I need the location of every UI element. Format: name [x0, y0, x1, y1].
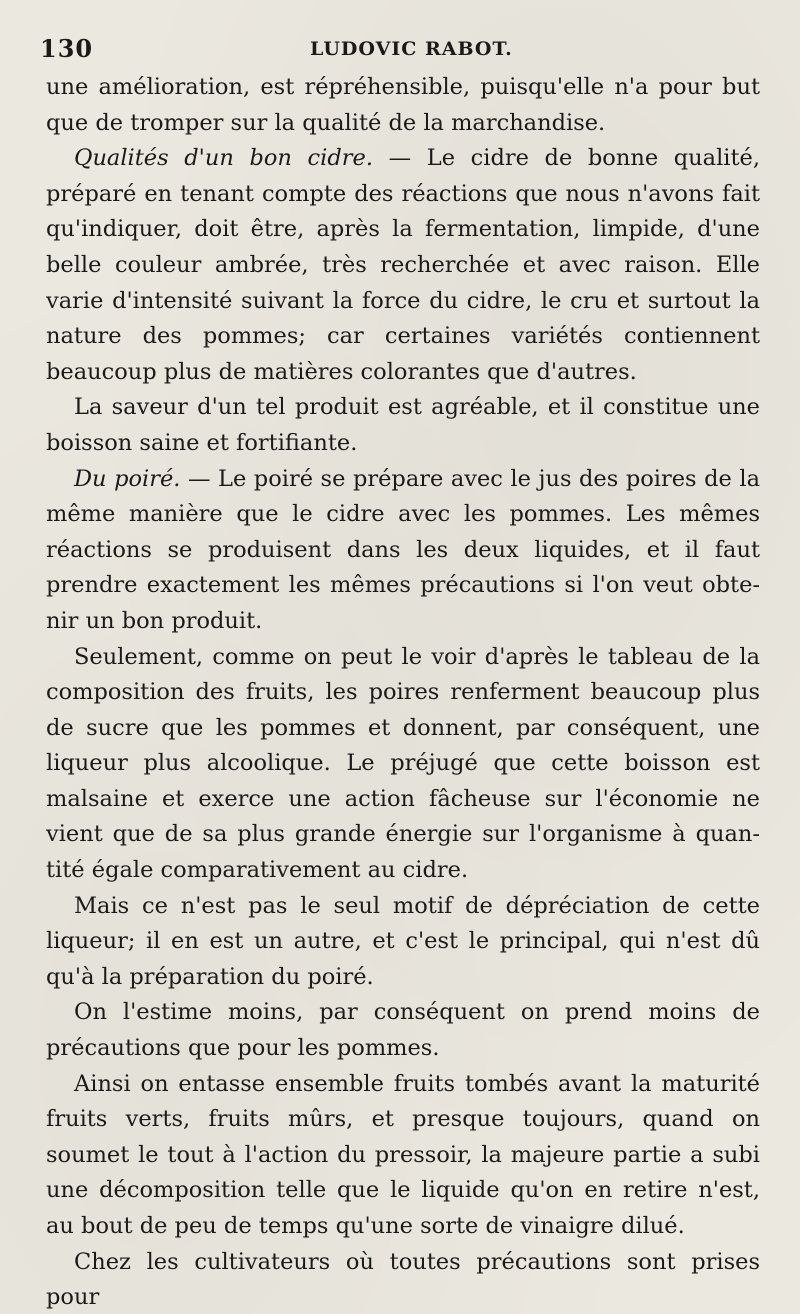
paragraph [46, 1067, 760, 1245]
paragraph-text: Seulement, comme on peut le voir d'après le tableau de la composition des fruits, les poires renferment beaucoup plus de sucre que les pommes et donnent, par conséquent, une liqueur plus alcoolique. Le préjugé que cette boisson est malsaine et exerce une action fâcheuse sur l'économie ne vient que de sa plus grande énergie sur l'organisme à quantité égale comparativement au cidre. [46, 643, 760, 884]
paragraph [46, 462, 760, 640]
paragraph [46, 390, 760, 461]
page-number: 130 [40, 34, 94, 63]
paragraph-text: — Le cidre de bonne qualité, préparé en tenant compte des réactions que nous n'avons fait qu'indiquer, doit être, après la fermentation, limpide, d'une belle couleur ambrée, très recherchée et avec raison. Elle varie d'intensité suivant la force du cidre, le cru et surtout la nature des pommes; car certaines variétés contiennent beaucoup plus de matières colorantes que d'autres. [46, 145, 760, 385]
running-title: LUDOVIC RABOT. [310, 38, 513, 60]
paragraph [46, 1245, 760, 1314]
paragraph-text: Mais ce n'est pas le seul motif de dépréciation de cette liqueur; il en est un autre, et c'est le principal, qui n'est dû qu'à la préparation du poiré. [46, 892, 760, 990]
section-heading: Qualités d'un bon cidre. [74, 145, 373, 172]
paragraph [46, 640, 760, 889]
paragraph-text: Ainsi on entasse ensemble fruits tombés avant la maturité fruits verts, fruits mûrs, et presque toujours, quand on soumet le tout à l'action du pressoir, la majeure partie a subi une décomposition telle que le liquide qu'on en retire n'est, au bout de peu de temps qu'une sorte de vinaigre dilué. [46, 1070, 760, 1239]
paragraph-text: — Le poiré se prépare avec le jus des poires de la même manière que le cidre avec les pommes. Les mêmes réactions se produisent dans les deux liquides, et il faut prendre exactement les mêmes précautions si l'on veut obtenir un bon produit. [46, 465, 760, 634]
paragraph [46, 995, 760, 1066]
paragraph [46, 141, 760, 390]
paragraph-text: une amélioration, est répréhensible, puisqu'elle n'a pour but que de tromper sur la qualité de la marchandise. [46, 74, 760, 136]
paragraph [46, 70, 760, 141]
paragraph [46, 889, 760, 996]
body-text [46, 70, 760, 1314]
section-heading: Du poiré. [74, 465, 181, 492]
paragraph-text: Chez les cultivateurs où toutes précautions sont prises pour [46, 1248, 760, 1311]
paragraph-text: On l'estime moins, par conséquent on prend moins de précautions que pour les pommes. [46, 999, 760, 1062]
paragraph-text: La saveur d'un tel produit est agréable, et il constitue une boisson saine et fortifiante. [46, 394, 760, 456]
page-header [40, 34, 780, 66]
